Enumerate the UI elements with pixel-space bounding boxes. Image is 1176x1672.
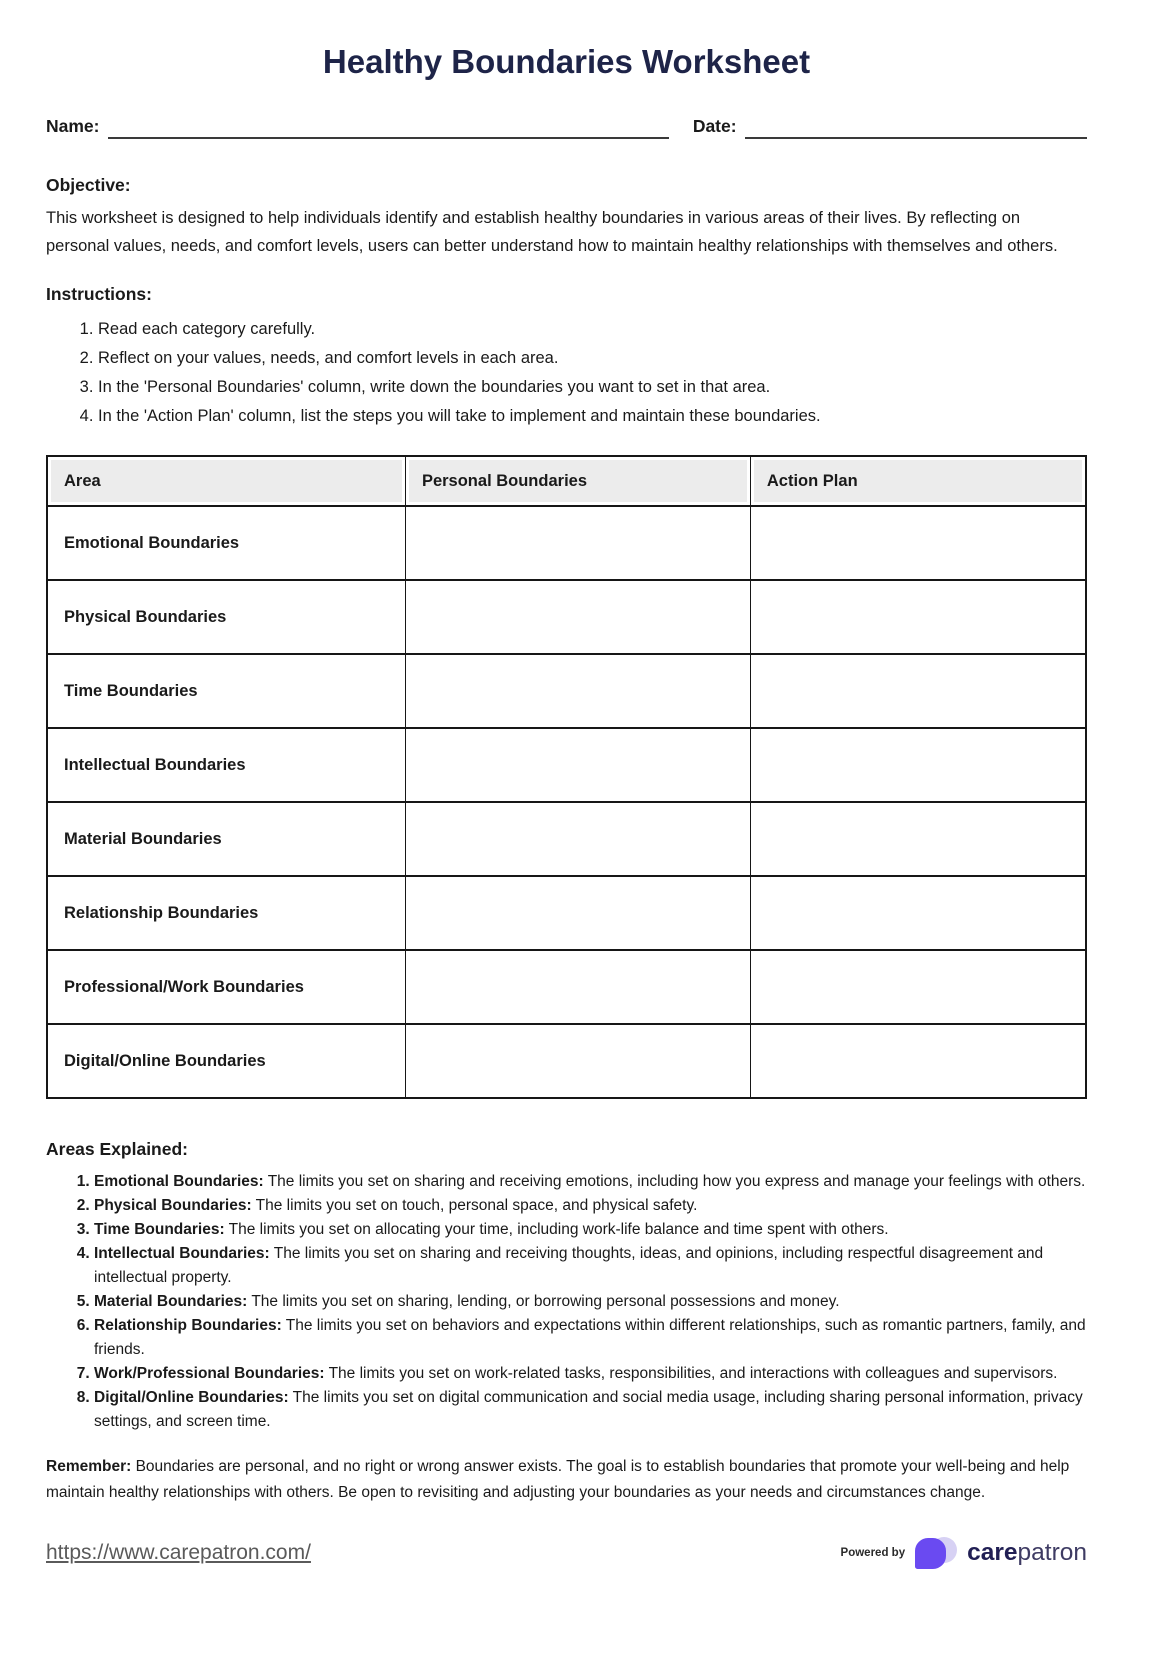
action-plan-cell[interactable] (750, 506, 1086, 580)
wordmark-care: care (967, 1539, 1018, 1566)
instruction-item: 4. In the 'Action Plan' column, list the steps you will take to implement and maintain these boundaries. (98, 402, 1087, 431)
action-plan-cell[interactable] (750, 728, 1086, 802)
instruction-item: 2. Reflect on your values, needs, and comfort levels in each area. (98, 344, 1087, 373)
area-explained-item (94, 1218, 1087, 1242)
name-field-group (46, 116, 669, 139)
area-explained-item (94, 1170, 1087, 1194)
remember-text: Boundaries are personal, and no right or wrong answer exists. The goal is to establish boundaries that promote your well-being and help maintain healthy relationships with others. Be open to revisiting and adjusting your boundaries as your needs and circumstances change. (46, 1458, 1070, 1501)
column-header-action-plan: Action Plan (750, 456, 1086, 506)
area-explained-item (94, 1314, 1087, 1362)
column-header-personal-boundaries: Personal Boundaries (405, 456, 750, 506)
area-label: Digital/Online Boundaries: (94, 1389, 289, 1406)
area-description: The limits you set on sharing and receiving thoughts, ideas, and opinions, including respectful disagreement and intellectual property. (94, 1245, 1044, 1286)
action-plan-cell[interactable] (750, 876, 1086, 950)
date-field-group (693, 116, 1087, 139)
remember-note (46, 1454, 1087, 1506)
personal-boundaries-cell[interactable] (405, 506, 750, 580)
instructions-list (46, 315, 1087, 431)
instruction-item: 3. In the 'Personal Boundaries' column, write down the boundaries you want to set in that area. (98, 373, 1087, 402)
personal-boundaries-cell[interactable] (405, 950, 750, 1024)
area-description: The limits you set on allocating your time, including work-life balance and time spent with others. (228, 1221, 889, 1238)
personal-boundaries-cell[interactable] (405, 1024, 750, 1098)
area-cell: Physical Boundaries (47, 580, 405, 654)
area-label: Physical Boundaries: (94, 1197, 252, 1214)
page-footer (46, 1534, 1087, 1572)
logo-bubble-shape (915, 1538, 946, 1569)
area-description: The limits you set on sharing, lending, or borrowing personal possessions and money. (251, 1293, 840, 1310)
table-row (47, 506, 1086, 580)
name-date-row (46, 116, 1087, 139)
name-input-line[interactable] (108, 119, 669, 139)
worksheet-page (0, 42, 1176, 1572)
date-input-line[interactable] (745, 119, 1087, 139)
area-description: The limits you set on work-related tasks, responsibilities, and interactions with colleagues and supervisors. (328, 1365, 1058, 1382)
area-label: Material Boundaries: (94, 1293, 248, 1310)
table-row (47, 654, 1086, 728)
action-plan-cell[interactable] (750, 580, 1086, 654)
table-row (47, 728, 1086, 802)
personal-boundaries-cell[interactable] (405, 876, 750, 950)
area-cell: Digital/Online Boundaries (47, 1024, 405, 1098)
name-label: Name: (46, 116, 100, 136)
table-row (47, 802, 1086, 876)
powered-by-label: Powered by (840, 1547, 906, 1559)
area-explained-item (94, 1194, 1087, 1218)
area-cell: Intellectual Boundaries (47, 728, 405, 802)
areas-explained-heading: Areas Explained: (46, 1139, 188, 1159)
area-description: The limits you set on touch, personal space, and physical safety. (255, 1197, 698, 1214)
area-explained-item (94, 1242, 1087, 1290)
remember-label: Remember: (46, 1458, 132, 1475)
area-explained-item (94, 1290, 1087, 1314)
instruction-item: 1. Read each category carefully. (98, 315, 1087, 344)
carepatron-logo-icon (915, 1534, 957, 1572)
table-row (47, 876, 1086, 950)
area-explained-item (94, 1362, 1087, 1386)
action-plan-cell[interactable] (750, 802, 1086, 876)
table-row (47, 950, 1086, 1024)
areas-explained-list (46, 1170, 1087, 1434)
personal-boundaries-cell[interactable] (405, 580, 750, 654)
area-label: Emotional Boundaries: (94, 1173, 264, 1190)
area-cell: Time Boundaries (47, 654, 405, 728)
powered-by-block (841, 1534, 1087, 1572)
area-label: Intellectual Boundaries: (94, 1245, 270, 1262)
area-cell: Material Boundaries (47, 802, 405, 876)
objective-text: This worksheet is designed to help individuals identify and establish healthy boundaries in various areas of their lives. By reflecting on personal values, needs, and comfort levels, users can better understand how to maintain healthy relationships with themselves and others. (46, 209, 1058, 255)
table-row (47, 580, 1086, 654)
boundaries-table (46, 455, 1087, 1099)
area-cell: Relationship Boundaries (47, 876, 405, 950)
area-label: Work/Professional Boundaries: (94, 1365, 325, 1382)
area-explained-item (94, 1386, 1087, 1434)
column-header-area: Area (47, 456, 405, 506)
area-label: Time Boundaries: (94, 1221, 225, 1238)
personal-boundaries-cell[interactable] (405, 728, 750, 802)
carepatron-link[interactable]: https://www.carepatron.com/ (46, 1541, 311, 1564)
area-cell: Emotional Boundaries (47, 506, 405, 580)
wordmark-patron: patron (1017, 1539, 1087, 1566)
page-title: Healthy Boundaries Worksheet (322, 43, 811, 80)
action-plan-cell[interactable] (750, 654, 1086, 728)
personal-boundaries-cell[interactable] (405, 654, 750, 728)
area-label: Relationship Boundaries: (94, 1317, 282, 1334)
table-header-row (47, 456, 1086, 506)
area-description: The limits you set on digital communication and social media usage, including sharing personal information, privacy settings, and screen time. (94, 1389, 1083, 1430)
table-row (47, 1024, 1086, 1098)
area-description: The limits you set on behaviors and expectations within different relationships, such as romantic partners, family, and friends. (94, 1317, 1086, 1358)
instructions-heading: Instructions: (46, 284, 152, 304)
carepatron-wordmark (967, 1539, 1087, 1567)
area-cell: Professional/Work Boundaries (47, 950, 405, 1024)
personal-boundaries-cell[interactable] (405, 802, 750, 876)
objective-heading: Objective: (46, 175, 131, 195)
action-plan-cell[interactable] (750, 950, 1086, 1024)
area-description: The limits you set on sharing and receiving emotions, including how you express and manage your feelings with others. (267, 1173, 1086, 1190)
date-label: Date: (692, 116, 737, 136)
action-plan-cell[interactable] (750, 1024, 1086, 1098)
